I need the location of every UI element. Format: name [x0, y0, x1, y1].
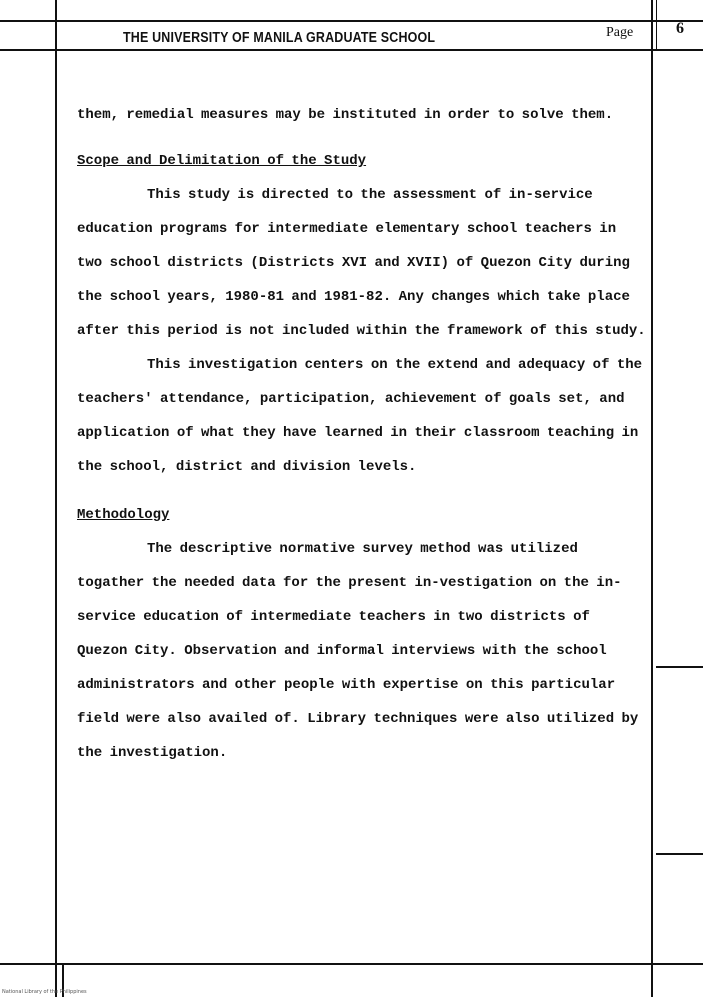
left-margin-rule: [55, 0, 57, 997]
right-margin-tick-2: [656, 853, 703, 855]
page-body: [77, 98, 647, 770]
page-label: Page: [606, 25, 634, 40]
page-number: 6: [676, 20, 684, 37]
scope-paragraph-1: This study is directed to the assessment of in-service education programs for intermediate elementary school teachers in two school districts (Districts XVI and XVII) of Quezon City during the school years, 1980-81 and 1981-82. Any changes which take place after this period is not included within the framework of this study.: [77, 187, 646, 339]
footer-note: National Library of the Philippines: [2, 989, 87, 995]
page-top-rule: [0, 20, 703, 22]
right-margin-tick-1: [656, 666, 703, 668]
methodology-paragraph: The descriptive normative survey method was utilized togather the needed data for the present in-vestigation on the in-service education of intermediate teachers in two districts of Quezon City. Observation and informal interviews with the school administrators and other people with expertise on this particular field were also availed of. Library techniques were also utilized by the investigation.: [77, 541, 639, 761]
scope-heading: Scope and Delimitation of the Study: [77, 153, 367, 169]
continuation-paragraph: them, remedial measures may be instituted in order to solve them.: [77, 107, 614, 123]
right-margin-rule: [651, 0, 653, 997]
scope-paragraph-2: This investigation centers on the extend and adequacy of the teachers' attendance, participation, achievement of goals set, and application of what they have learned in their classroom teaching in the school, district and division levels.: [77, 357, 643, 475]
methodology-heading: Methodology: [77, 507, 170, 523]
page-box-divider: [656, 0, 657, 51]
bottom-rule: [0, 963, 703, 965]
school-header-title: THE UNIVERSITY OF MANILA GRADUATE SCHOOL: [123, 30, 436, 46]
